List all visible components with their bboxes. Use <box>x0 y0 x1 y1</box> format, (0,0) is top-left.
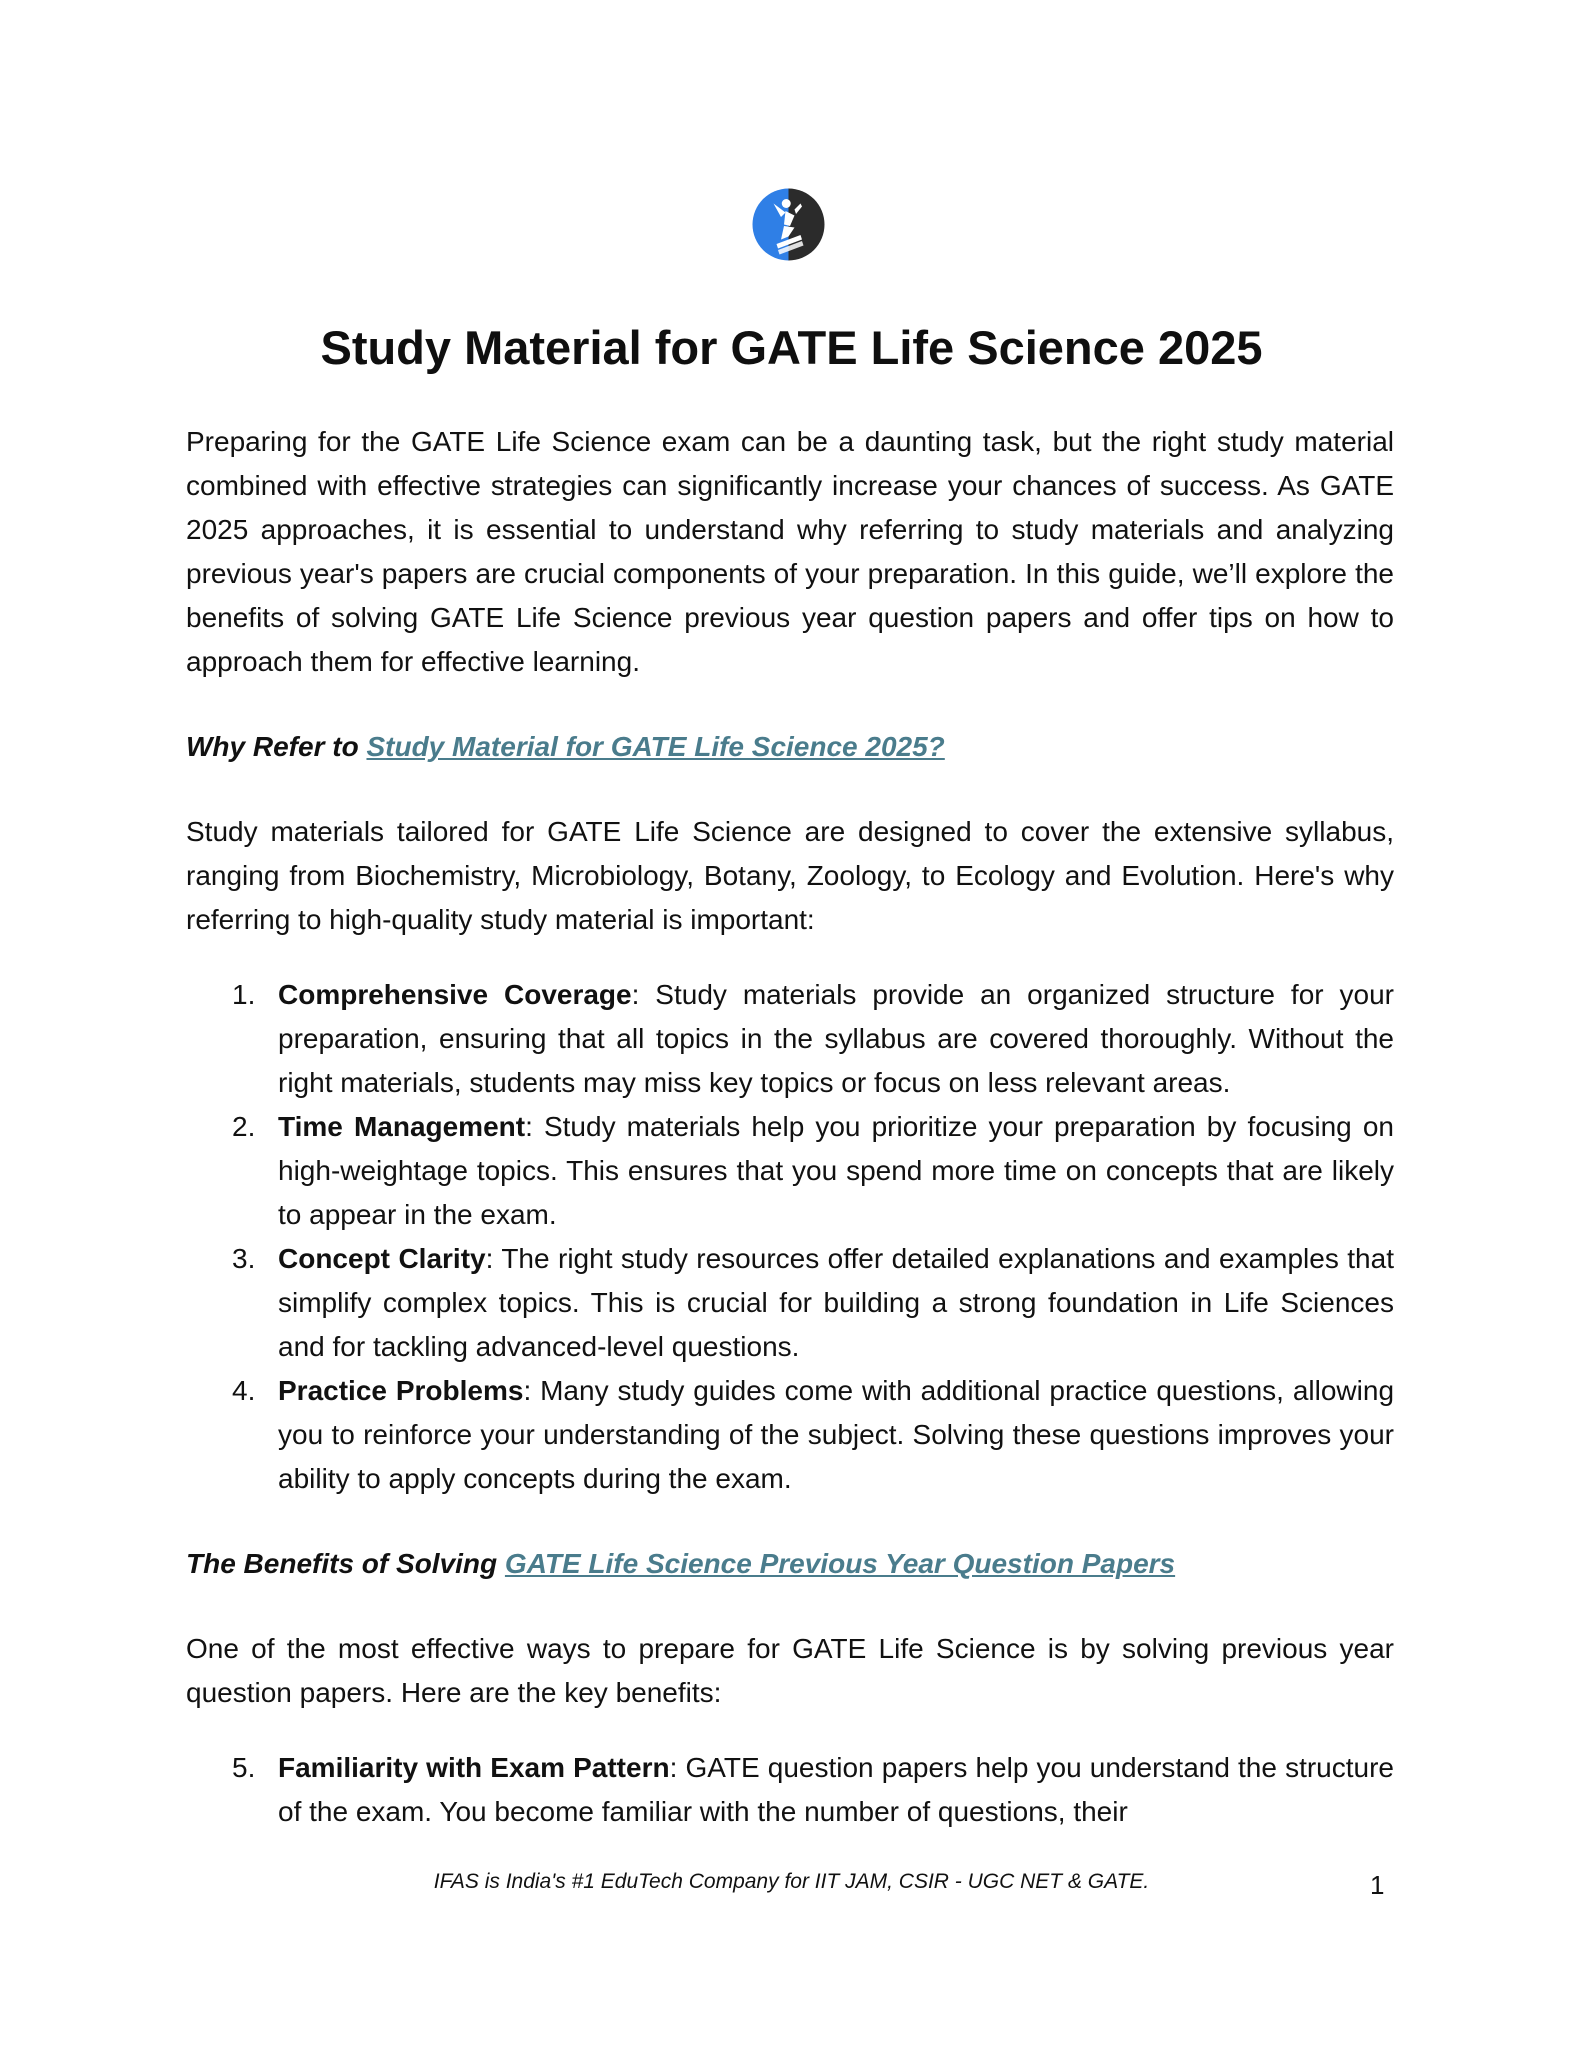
list-item-number: 4. <box>232 1375 256 1406</box>
list-item-text: : The right study resources offer detailed explanations and examples that simplify complex topics. This is crucial for building a strong foundation in Life Sciences and for tackling advanced-level questions. <box>278 1243 1394 1362</box>
page-title: Study Material for GATE Life Science 2025 <box>320 321 1263 374</box>
list-item-number: 2. <box>232 1111 256 1142</box>
ifas-logo-icon <box>751 187 826 262</box>
section-heading-why-refer <box>186 725 1394 769</box>
list-item <box>232 1237 1394 1369</box>
list-item-number: 3. <box>232 1243 256 1274</box>
list-item-text: : GATE question papers help you understand the structure of the exam. You become familiar with the number of questions, their <box>278 1752 1394 1827</box>
document-body <box>186 420 1394 1834</box>
intro-paragraph: Preparing for the GATE Life Science exam can be a daunting task, but the right study material combined with effective strategies can significantly increase your chances of success. As GATE 2025 approaches, it is essential to understand why referring to study materials and analyzing previous year's papers are crucial components of your preparation. In this guide, we’ll explore the benefits of solving GATE Life Science previous year question papers and offer tips on how to approach them for effective learning. <box>186 426 1394 677</box>
list-item <box>232 973 1394 1105</box>
list-item-text: : Many study guides come with additional practice questions, allowing you to reinforce your understanding of the subject. Solving these questions improves your ability to apply concepts during the exam. <box>278 1375 1395 1494</box>
list-item-text: : Study materials provide an organized structure for your preparation, ensuring that all topics in the syllabus are covered thoroughly. Without the right materials, students may miss key topics or focus on less relevant areas. <box>278 979 1394 1098</box>
section-paragraph: One of the most effective ways to prepare for GATE Life Science is by solving previous year question papers. Here are the key benefits: <box>186 1633 1394 1708</box>
list-item-number: 5. <box>232 1752 256 1783</box>
page-footer: IFAS is India's #1 EduTech Company for IIT JAM, CSIR - UGC NET & GATE. <box>433 1870 1150 1893</box>
heading-prefix: The Benefits of Solving <box>186 1548 505 1579</box>
list-item <box>232 1746 1394 1834</box>
benefits-list <box>186 1746 1394 1834</box>
page-number: 1 <box>1370 1870 1385 1900</box>
list-item-term: Concept Clarity <box>278 1243 486 1274</box>
benefits-list <box>186 973 1394 1501</box>
list-item-term: Time Management <box>278 1111 526 1142</box>
list-item-text: : Study materials help you prioritize your preparation by focusing on high-weightage topics. This ensures that you spend more time on concepts that are likely to appear in the exam. <box>278 1111 1394 1230</box>
list-item <box>232 1105 1394 1237</box>
section-heading-benefits <box>186 1542 1394 1586</box>
study-material-link[interactable]: Study Material for GATE Life Science 2025? <box>366 731 945 762</box>
section-paragraph: Study materials tailored for GATE Life Science are designed to cover the extensive syllabus, ranging from Biochemistry, Microbiology, Botany, Zoology, to Ecology and Evolution. Here's why referring to high-quality study material is important: <box>186 816 1394 935</box>
list-item-term: Practice Problems <box>278 1375 524 1406</box>
heading-prefix: Why Refer to <box>186 731 367 762</box>
logo-graphic <box>751 187 826 262</box>
list-item <box>232 1369 1395 1501</box>
list-item-number: 1. <box>232 979 256 1010</box>
list-item-term: Familiarity with Exam Pattern <box>278 1752 670 1783</box>
list-item-term: Comprehensive Coverage <box>278 979 632 1010</box>
previous-papers-link[interactable]: GATE Life Science Previous Year Question Papers <box>504 1548 1176 1579</box>
